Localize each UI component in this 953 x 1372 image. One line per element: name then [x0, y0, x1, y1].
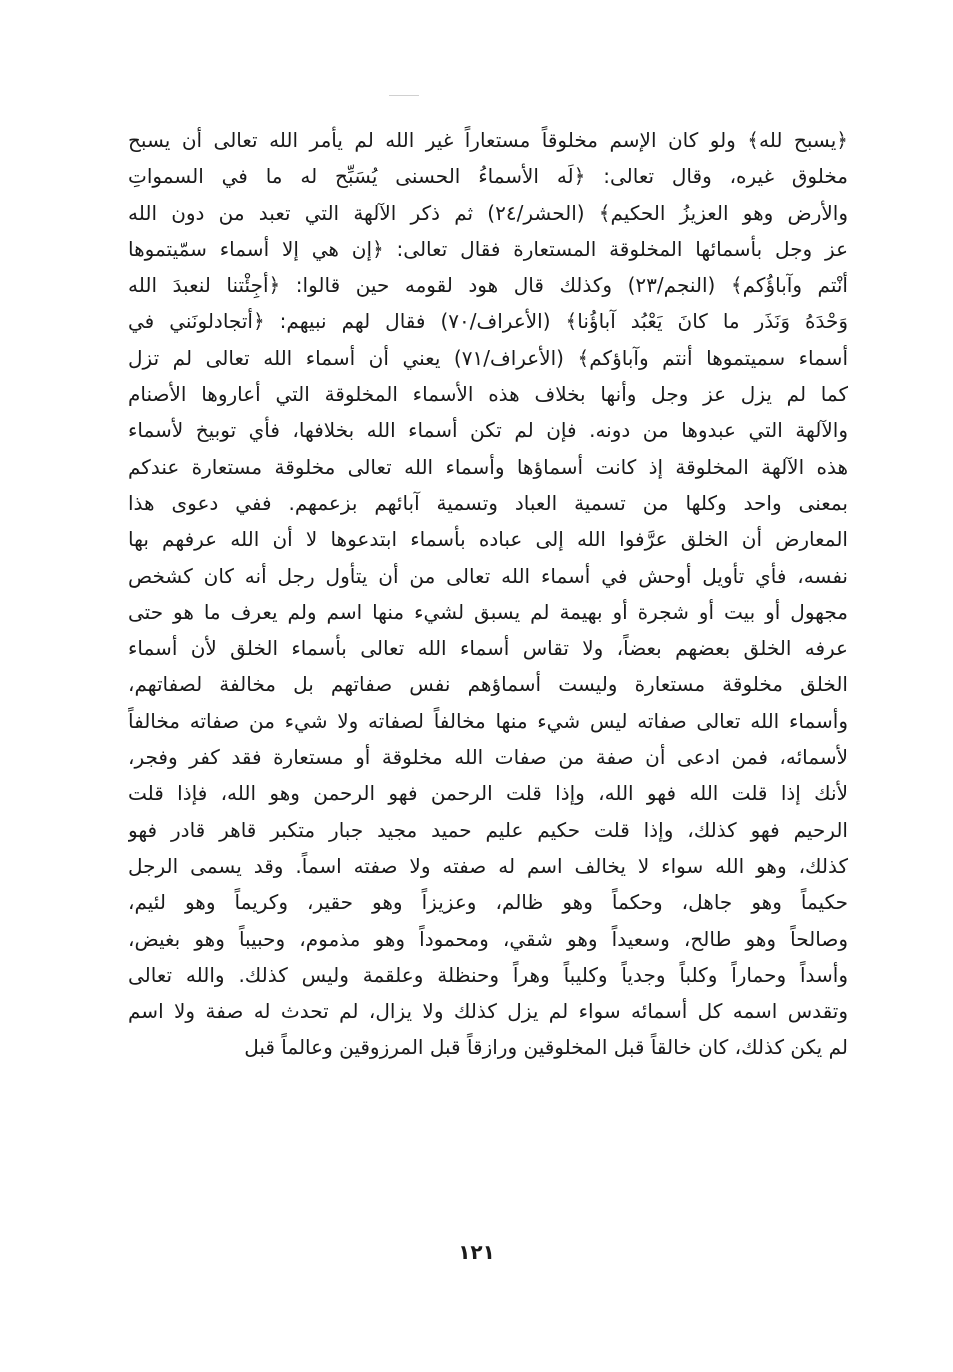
text-line-15: عرفه الخلق بعضهم بعضاً، ولا تقاس أسماء الله تعالى بأسماء الخلق لأن أسماء [128, 636, 848, 661]
text-line-4: عز وجل بأسمائها المخلوقة المستعارة فقال تعالى: ﴿إن هي إلا أسماء سمّيتموها [128, 236, 848, 261]
text-line-14: مجهول أو بيت أو شجرة أو بهيمة لم يسبق لشيء منها اسم ولم يعرف ما هو حتى [128, 599, 848, 624]
text-line-16: الخلق مخلوقة مستعارة وليست أسماؤهم نفس صفاتهم بل مخالفة لصفاتهم، [128, 672, 848, 697]
text-line-18: لأسمائه، فمن ادعى أن صفة من صفات الله مخلوقة أو مستعارة فقد كفر وفجر، [128, 745, 848, 770]
text-line-13: نفسه، فأي تأويل أوحش في أسماء الله تعالى من أن يتأول رجل أنه كان كشخص [128, 563, 848, 588]
top-rule [389, 95, 419, 96]
text-line-6: وَحْدَهُ وَنَذَر ما كانَ يَعْبُد آباؤُنا﴾ (الأعراف/٧٠) فقال لهم نبيهم: ﴿أتجادلونَني في [128, 309, 848, 334]
text-line-3: والأرض وهو العزيزُ الحكيم﴾ (الحشر/٢٤) ثم ذكر الآلهة التي تعبد من دون الله [128, 200, 848, 225]
text-line-11: بمعنى واحد وكلها من تسمية العباد وتسمية آبائهم بزعمهم. ففي دعوى هذا [128, 490, 848, 515]
text-line-10: هذه الآلهة المخلوقة إذ كانت أسماؤها وأسماء الله تعالى مخلوقة مستعارة عندكم [128, 454, 848, 479]
text-line-5: أنْتم وآباؤُكم﴾ (النجم/٢٣) وكذلك قال هود لقومه حين قالوا: ﴿أجِئْتنا لنعبدَ الله [128, 273, 848, 298]
text-line-23: وصالحاً وهو طالح، وسعيداً وهو شقي، ومحموداً وهو مذموم، وحبيباً وهو بغيض، [128, 926, 848, 951]
text-line-19: لأنك إذا قلت الله فهو الله، وإذا قلت الرحمن فهو الرحمن وهو الله، فإذا قلت [128, 781, 848, 806]
text-line-1: ﴿يسبح لله﴾ ولو كان الإسم مخلوقاً مستعاراً غير الله لم يأمر الله تعالى أن يسبح [128, 128, 848, 152]
text-line-12: المعارض أن الخلق عرَّفوا الله إلى عباده بأسماء ابتدعوها لا أن الله عرفهم بها [128, 527, 848, 552]
text-line-21: كذلك، وهو الله سواء لا يخالف اسم له صفته ولا صفته اسماً. وقد يسمى الرجل [128, 853, 848, 878]
text-line-17: وأسماء الله تعالى صفاته ليس شيء منها مخالفاً لصفاته ولا شيء من صفاته مخالفاً [128, 708, 848, 733]
text-line-25: وتقدس اسمه كل أسمائه سواء لم يزل كذلك ولا يزال، لم تحدث له صفة ولا اسم [128, 999, 848, 1024]
text-line-7: أسماء سميتموها أنتم وآباؤكم﴾ (الأعراف/٧١) يعني أن أسماء الله تعالى لم تزل [128, 345, 848, 370]
text-line-26: لم يكن كذلك، كان خالقاً قبل المخلوقين ورازقاً قبل المرزوقين وعالماً قبل [244, 1035, 848, 1060]
text-line-8: كما لم يزل عز وجل وأنها بخلاف هذه الأسماء المخلوقة التي أعاروها الأصنام [128, 382, 848, 407]
text-line-22: حكيماً وهو جاهل، وحكماً وهو ظالم، وعزيزاً وهو حقير، وكريماً وهو لئيم، [128, 890, 848, 915]
body-text [128, 122, 848, 1066]
text-line-24: وأسداً وحماراً وكلباً وجدياً وكليباً وهراً وحنظلة وعلقمة وليس كذلك. والله تعالى [128, 962, 848, 987]
text-line-2: مخلوق غيره، وقال تعالى: ﴿لَه الأسماءُ الحسنى يُسَبِّح له ما في السمواتِ [128, 164, 848, 189]
page-number: ١٢١ [458, 1240, 495, 1264]
text-line-9: والآلهة التي عبدوها من دونه. فإن لم تكن أسماء الله بخلافها، فأي توبيخ لأسماء [128, 418, 848, 443]
text-line-20: الرحيم فهو كذلك، وإذا قلت حكيم عليم حميد مجيد جبار متكبر قاهر قادر فهو [128, 817, 848, 842]
